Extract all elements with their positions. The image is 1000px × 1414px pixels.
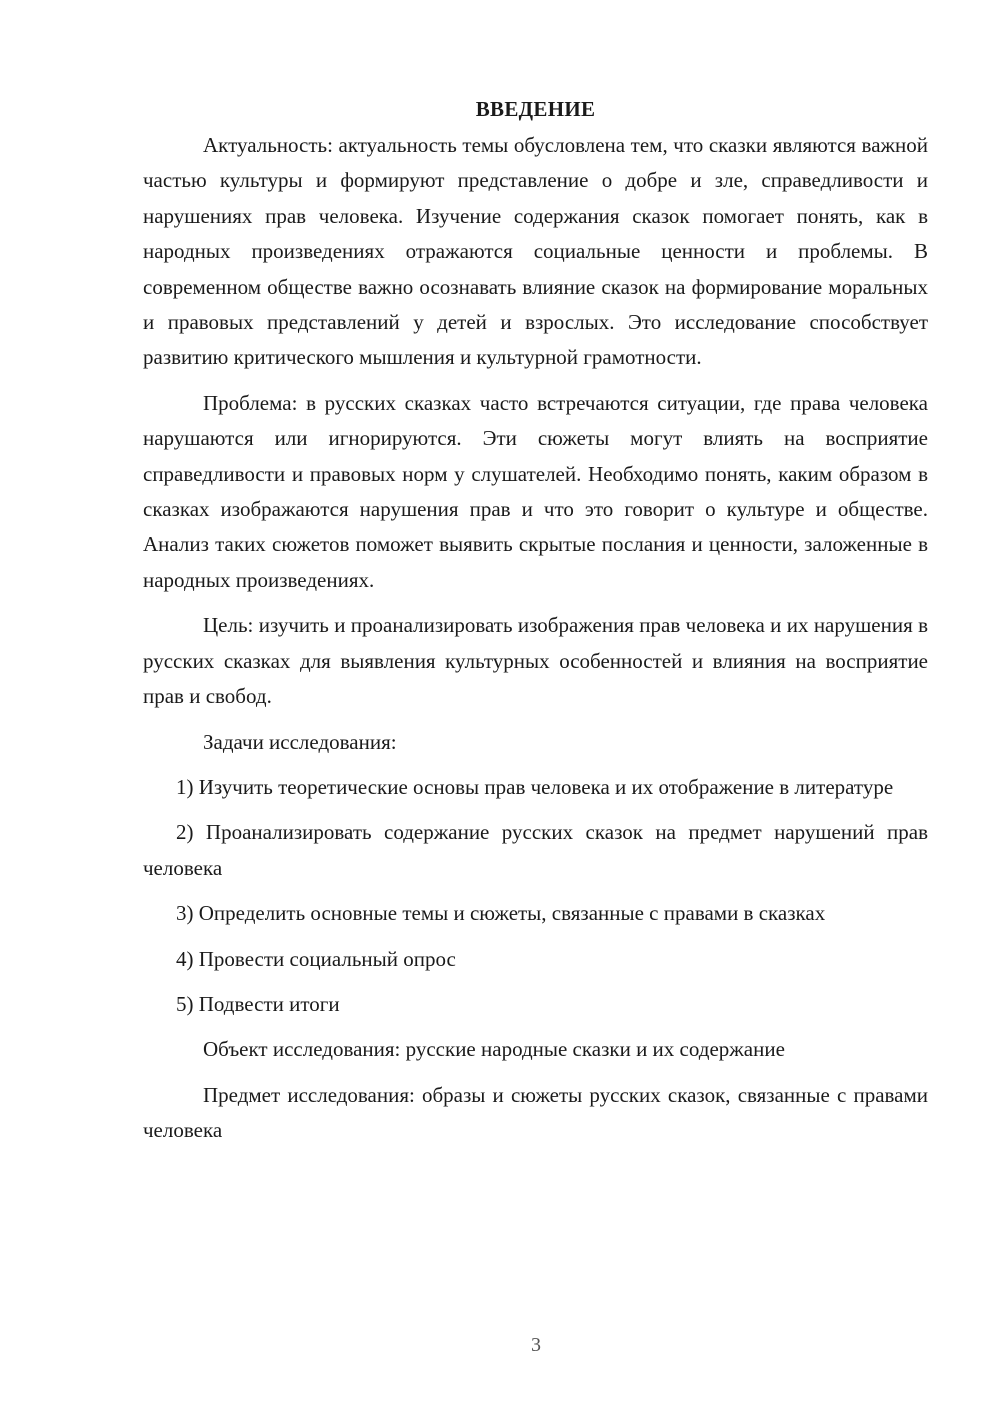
- page-number: 3: [531, 1334, 541, 1356]
- document-page: [143, 92, 928, 1159]
- relevance-paragraph: Актуальность: актуальность темы обусловлена тем, что сказки являются важной частью культуры и формируют представление о добре и зле, справедливости и нарушениях прав человека. Изучение содержания сказок помогает понять, как в народных произведениях отражаются социальные ценности и проблемы. В современном обществе важно осознавать влияние сказок на формирование моральных и правовых представлений у детей и взрослых. Это исследование способствует развитию критического мышления и культурной грамотности.: [143, 133, 928, 370]
- task-item-3: 3) Определить основные темы и сюжеты, связанные с правами в сказках: [176, 901, 826, 926]
- problem-paragraph: Проблема: в русских сказках часто встречаются ситуации, где права человека нарушаются или игнорируются. Эти сюжеты могут влиять на восприятие справедливости и правовых норм у слушателей. Необходимо понять, каким образом в сказках изображаются нарушения прав и что это говорит о культуре и обществе. Анализ таких сюжетов поможет выявить скрытые послания и ценности, заложенные в народных произведениях.: [143, 390, 928, 592]
- task-item-1: 1) Изучить теоретические основы прав человека и их отображение в литературе: [176, 774, 894, 799]
- tasks-heading: Задачи исследования:: [203, 729, 397, 754]
- task-item-4: 4) Провести социальный опрос: [176, 946, 456, 971]
- task-item-2: 2) Проанализировать содержание русских сказок на предмет нарушений прав человека: [143, 820, 928, 880]
- task-item-5: 5) Подвести итоги: [176, 991, 340, 1016]
- goal-paragraph: Цель: изучить и проанализировать изображения прав человека и их нарушения в русских сказках для выявления культурных особенностей и влияния на восприятие прав и свобод.: [143, 613, 928, 709]
- research-subject-paragraph: Предмет исследования: образы и сюжеты русских сказок, связанные с правами человека: [143, 1082, 928, 1143]
- page-title: ВВЕДЕНИЕ: [475, 97, 596, 121]
- research-object-paragraph: Объект исследования: русские народные сказки и их содержание: [203, 1037, 785, 1062]
